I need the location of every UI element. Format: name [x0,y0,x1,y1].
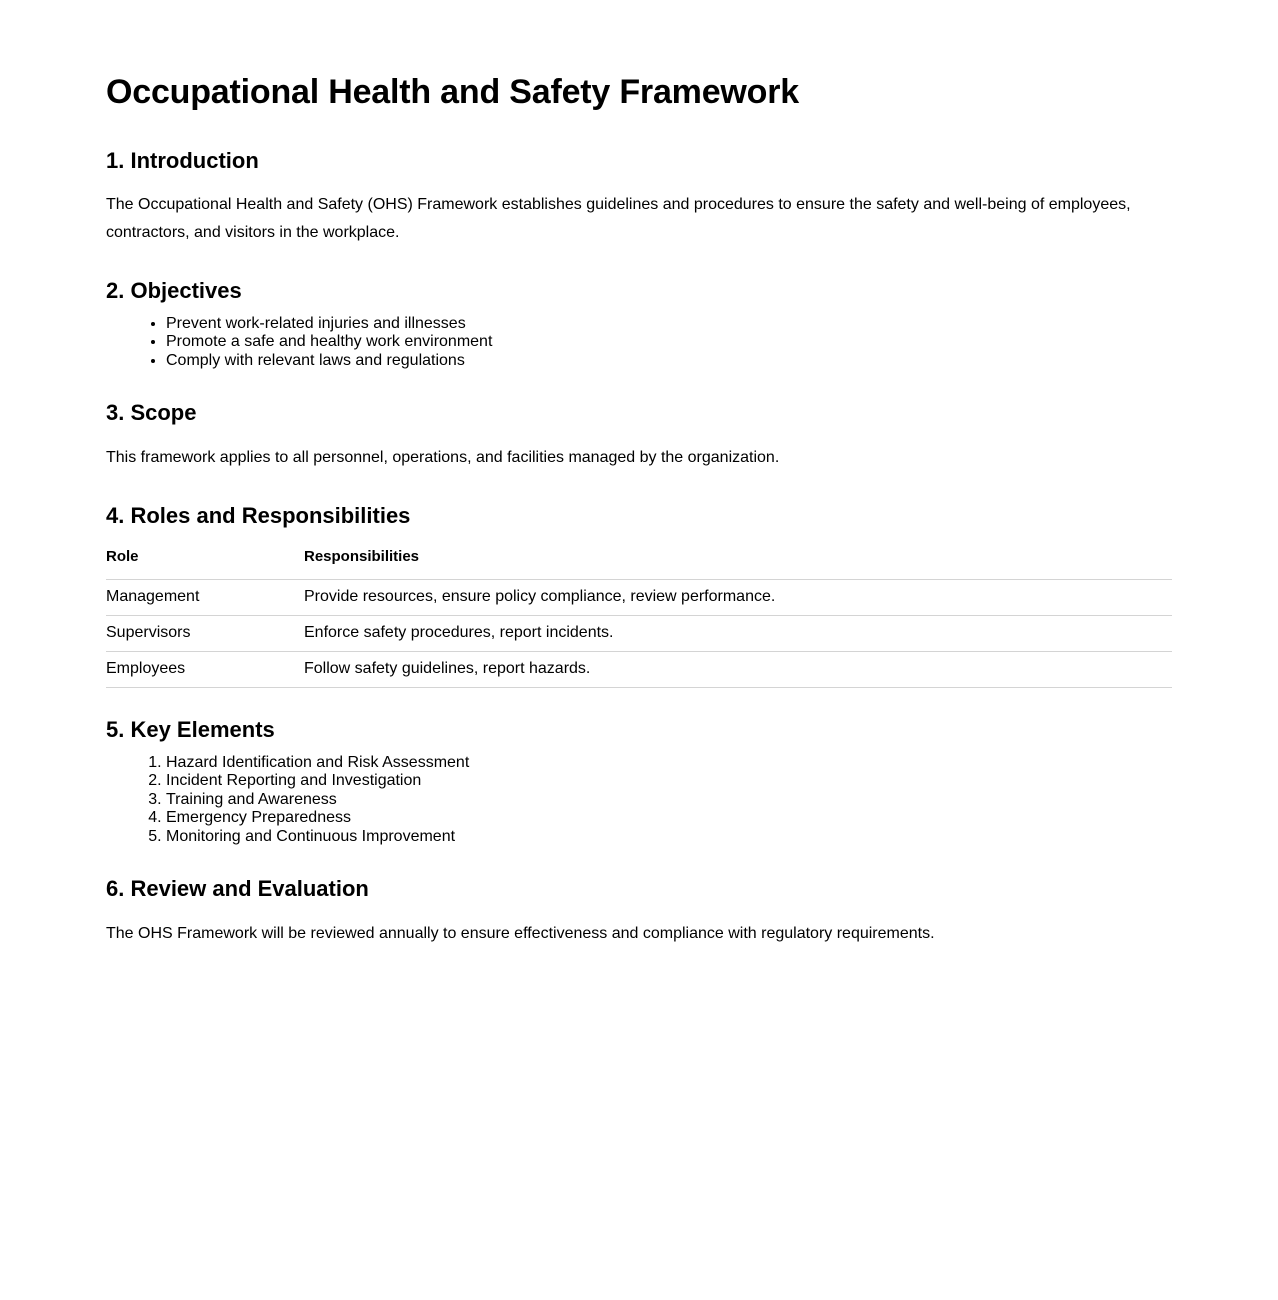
spacer [106,688,1172,716]
section-heading-scope: 3. Scope [106,400,197,426]
list-item: • Comply with relevant laws and regulations [166,352,1172,371]
section-scope [106,399,1172,472]
section-introduction [106,147,1172,248]
section-key-elements [106,716,1172,846]
page-title: Occupational Health and Safety Framework [106,73,799,111]
spacer [106,846,1172,875]
section-heading-review-evaluation: 6. Review and Evaluation [106,876,369,902]
list-item: 4. Emergency Preparedness [166,809,1172,828]
cell-role: Supervisors [106,616,304,652]
spacer [106,247,1172,277]
cell-role: Employees [106,652,304,688]
scope-paragraph: This framework applies to all personnel, operations, and facilities managed by the organization. [106,448,780,466]
spacer [106,744,1172,754]
spacer [106,305,1172,315]
table-header [106,548,1172,580]
section-roles-responsibilities [106,502,1172,689]
section-objectives [106,277,1172,370]
review-evaluation-paragraph: The OHS Framework will be reviewed annually to ensure effectiveness and compliance with regulatory requirements. [106,924,935,942]
list-item: • Promote a safe and healthy work environment [166,333,1172,352]
section-heading-roles-responsibilities: 4. Roles and Responsibilities [106,502,411,528]
list-item: 5. Monitoring and Continuous Improvement [166,828,1172,847]
list-item: • Prevent work-related injuries and illnesses [166,315,1172,334]
spacer [106,529,1172,548]
spacer [106,370,1172,399]
spacer [106,903,1172,920]
cell-responsibilities: Provide resources, ensure policy compliance, review performance. [304,580,1172,616]
section-review-evaluation [106,875,1172,948]
cell-role: Management [106,580,304,616]
list-item: 1. Hazard Identification and Risk Assessment [166,754,1172,773]
section-heading-objectives: 2. Objectives [106,278,242,304]
spacer [106,472,1172,502]
introduction-paragraph: The Occupational Health and Safety (OHS) Framework establishes guidelines and procedures to ensure the safety and well-being of employees, contractors, and visitors in the workplace. [106,196,1131,242]
table-row [106,580,1172,616]
cell-responsibilities: Follow safety guidelines, report hazards. [304,652,1172,688]
spacer [106,427,1172,444]
list-item: 2. Incident Reporting and Investigation [166,772,1172,791]
column-header-responsibilities: Responsibilities [304,548,1172,580]
section-heading-introduction: 1. Introduction [106,147,259,173]
key-elements-list [106,754,1172,847]
table-body [106,580,1172,688]
table-row [106,652,1172,688]
objectives-list [106,315,1172,371]
column-header-role: Role [106,548,304,580]
table-row [106,616,1172,652]
roles-responsibilities-table [106,548,1172,688]
cell-responsibilities: Enforce safety procedures, report incidents. [304,616,1172,652]
spacer [106,113,1172,147]
section-heading-key-elements: 5. Key Elements [106,717,275,743]
list-item: 3. Training and Awareness [166,791,1172,810]
spacer [106,174,1172,191]
table-header-row [106,548,1172,580]
